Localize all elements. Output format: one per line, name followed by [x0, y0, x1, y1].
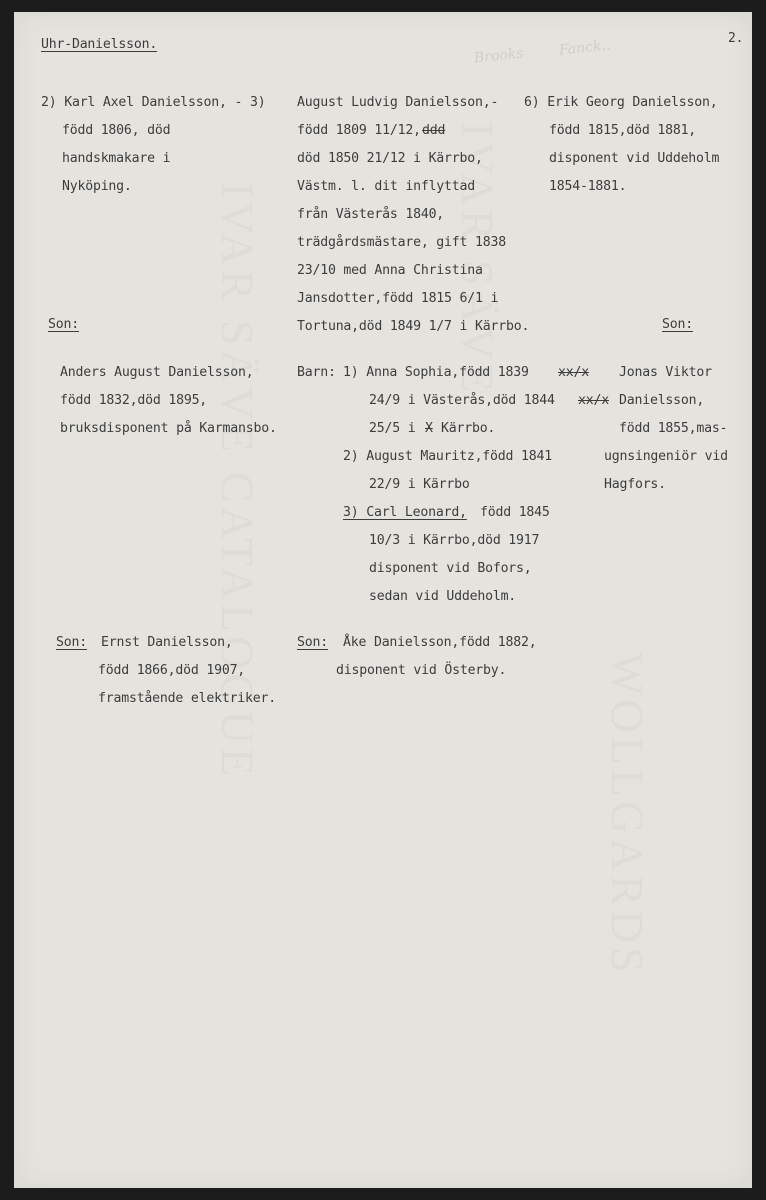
- document-page: [14, 12, 752, 1188]
- col1-son-line: Anders August Danielsson,: [60, 365, 254, 380]
- watermark: IVAR SÄVE CATALOGUE: [212, 182, 263, 780]
- col3-line: född 1815,död 1881,: [549, 123, 697, 138]
- watermark: IVAR SÄVE: [452, 122, 503, 397]
- barn-label: Barn:: [297, 365, 336, 380]
- son-label: Son:: [662, 317, 693, 332]
- child-line: 3) Carl Leonard,: [343, 505, 467, 520]
- col2-line: född 1809 11/12,: [297, 123, 421, 138]
- child-line: född 1845: [480, 505, 550, 520]
- col1-line: handskmakare i: [62, 151, 171, 166]
- watermark: WOLLGARDS: [602, 652, 653, 977]
- child-line: disponent vid Bofors,: [369, 561, 532, 576]
- son-label: Son:: [297, 635, 328, 650]
- child-line: 22/9 i Kärrbo: [369, 477, 470, 492]
- struck-text: ddd: [422, 123, 446, 138]
- col1-line: 2) Karl Axel Danielsson, - 3): [41, 95, 266, 110]
- child-line: 1) Anna Sophia,född 1839: [343, 365, 529, 380]
- page-number: 2.: [728, 31, 744, 46]
- col3-son-line: ugnsingeniör vid: [604, 449, 728, 464]
- col1-line: född 1806, död: [62, 123, 171, 138]
- handwritten-note: Brooks: [473, 45, 525, 67]
- col3-son-line: Jonas Viktor: [619, 365, 712, 380]
- bottom-left-line: Ernst Danielsson,: [101, 635, 233, 650]
- col1-line: Nyköping.: [62, 179, 132, 194]
- son-label: Son:: [56, 635, 87, 650]
- col3-line: disponent vid Uddeholm: [549, 151, 720, 166]
- col3-son-line: Danielsson,: [619, 393, 705, 408]
- col1-son-line: bruksdisponent på Karmansbo.: [60, 421, 277, 436]
- col2-line: August Ludvig Danielsson,-: [297, 95, 499, 110]
- col3-line: 6) Erik Georg Danielsson,: [524, 95, 718, 110]
- col2-line: Jansdotter,född 1815 6/1 i: [297, 291, 499, 306]
- child-line: sedan vid Uddeholm.: [369, 589, 517, 604]
- child-line: 24/9 i Västerås,död 1844: [369, 393, 555, 408]
- son-label: Son:: [48, 317, 79, 332]
- col2-line: död 1850 21/12 i Kärrbo,: [297, 151, 483, 166]
- bottom-mid-line: disponent vid Österby.: [336, 663, 507, 678]
- handwritten-note: Fanck..: [558, 37, 612, 59]
- struck-text: X: [425, 421, 433, 436]
- col2-line: Tortuna,död 1849 1/7 i Kärrbo.: [297, 319, 530, 334]
- col3-son-line: född 1855,mas-: [619, 421, 728, 436]
- child-line: Kärrbo.: [441, 421, 496, 436]
- col2-line: trädgårdsmästare, gift 1838: [297, 235, 506, 250]
- struck-text: xx/x: [578, 393, 609, 408]
- col3-line: 1854-1881.: [549, 179, 627, 194]
- col3-son-line: Hagfors.: [604, 477, 666, 492]
- child-line: 10/3 i Kärrbo,död 1917: [369, 533, 540, 548]
- page-title: Uhr-Danielsson.: [41, 37, 158, 52]
- bottom-left-line: framstående elektriker.: [98, 691, 277, 706]
- col1-son-line: född 1832,död 1895,: [60, 393, 208, 408]
- child-line: 25/5 i: [369, 421, 416, 436]
- col2-line: från Västerås 1840,: [297, 207, 445, 222]
- bottom-mid-line: Åke Danielsson,född 1882,: [343, 635, 537, 650]
- col2-line: Västm. l. dit inflyttad: [297, 179, 476, 194]
- child-line: 2) August Mauritz,född 1841: [343, 449, 552, 464]
- col2-line: 23/10 med Anna Christina: [297, 263, 483, 278]
- struck-text: xx/x: [558, 365, 589, 380]
- bottom-left-line: född 1866,död 1907,: [98, 663, 246, 678]
